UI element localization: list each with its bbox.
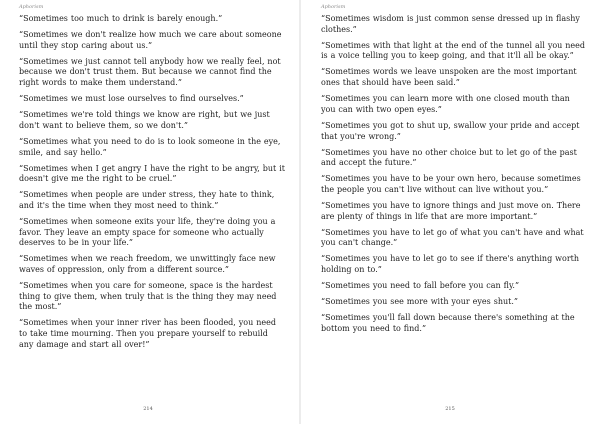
page-number: 214	[143, 406, 153, 412]
quote: “Sometimes when I get angry I have the right to be angry, but it doesn't give me the right to be cruel.”	[19, 163, 285, 184]
quote: “Sometimes you have to be your own hero, because sometimes the people you can't live without can live without you.”	[321, 174, 581, 194]
quote-list	[321, 14, 587, 340]
quote: “Sometimes you see more with your eyes shut.”	[321, 297, 518, 307]
quote: “Sometimes you need to fall before you can fly.”	[321, 281, 520, 291]
quote: “Sometimes wisdom is just common sense dressed up in flashy clothes.”	[321, 14, 580, 34]
running-head: Aphorism	[19, 4, 44, 10]
quote: “Sometimes too much to drink is barely enough.”	[19, 14, 223, 23]
quote: “Sometimes you have to let go of what you can't have and what you can't change.”	[321, 227, 584, 248]
quote: “Sometimes what you need to do is to look someone in the eye, smile, and say hello.”	[19, 136, 281, 157]
right-page	[300, 0, 600, 424]
quote: “Sometimes you can learn more with one closed mouth than you can with two open eyes.”	[321, 94, 570, 114]
quote: “Sometimes when people are under stress, they hate to think, and it's the time when they most need to think.”	[19, 190, 275, 210]
quote: “Sometimes with that light at the end of the tunnel all you need is a voice telling you to keep going, and that it'll all be okay.”	[321, 40, 586, 61]
quote: “Sometimes when someone exits your life, they're doing you a favor. They leave an empty space for someone who actually deserves to be in your life.”	[19, 216, 276, 248]
quote: “Sometimes we just cannot tell anybody how we really feel, not because we don't trust them. But because we cannot find the right words to make them understand.”	[19, 56, 281, 88]
quote: “Sometimes when your inner river has been flooded, you need to take time mourning. Then you prepare yourself to rebuild any damage and start all over!”	[19, 318, 276, 349]
quote: “Sometimes you have to ignore things and just move on. There are plenty of things in life that are more important.”	[321, 200, 581, 221]
page-number: 215	[445, 406, 455, 412]
quote: “Sometimes we don't realize how much we care about someone until they stop caring about us.”	[19, 30, 282, 50]
quote: “Sometimes we're told things we know are right, but we just don't want to believe them, so we don't.”	[19, 110, 270, 130]
quote: “Sometimes when you care for someone, space is the hardest thing to give them, when truly that is the thing they may need the most.”	[19, 281, 277, 312]
quote: “Sometimes you have no other choice but to let go of the past and accept the future.”	[321, 147, 577, 168]
quote: “Sometimes words we leave unspoken are the most important ones that should have been said.”	[321, 67, 577, 88]
quote: “Sometimes you have to let go to see if there's anything worth holding on to.”	[321, 254, 580, 275]
quote: “Sometimes we must lose ourselves to find ourselves.”	[19, 94, 244, 104]
quote: “Sometimes when we reach freedom, we unwittingly face new waves of oppression, only from a different source.”	[19, 254, 276, 275]
quote: “Sometimes you'll fall down because there's something at the bottom you need to find.”	[321, 313, 575, 333]
running-head: Aphorism	[321, 4, 346, 10]
quote: “Sometimes you got to shut up, swallow your pride and accept that you're wrong.”	[321, 120, 580, 141]
quote-list	[19, 14, 285, 356]
